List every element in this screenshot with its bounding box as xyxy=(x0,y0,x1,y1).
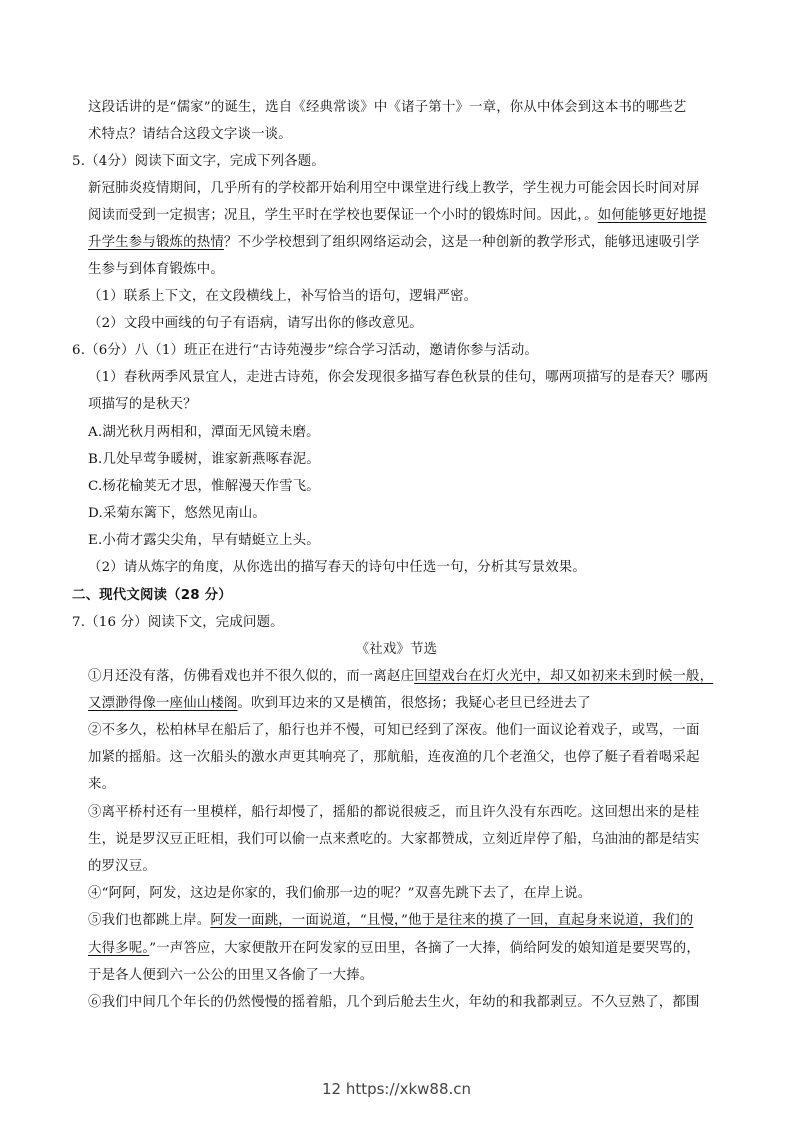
passage-paragraph-4: ④“阿阿，阿发，这边是你家的，我们偷那一边的呢？”双喜先跳下去了，在岸上说。 xyxy=(88,886,592,901)
text: ”一声答应，大家便散开在阿发家的豆田里，各摘了一大捧，倘给阿发的娘知道是要哭骂的， xyxy=(149,941,700,956)
option-b: B.几处早莺争暖树，谁家新燕啄春泥。 xyxy=(88,452,320,467)
passage-paragraph-3: 生，说是罗汉豆正旺相，我们可以偷一点来煮吃的。大家都赞成，立刻近岸停了船，乌油油的都是结实 xyxy=(88,832,700,847)
passage-paragraph-3: ③离平桥村还有一里模样，船行却慢了，摇船的都说很疲乏，而且许久没有东西吃。这回想出来的是桂 xyxy=(88,805,700,820)
q6-subquestion-1: 项描写的是秋天？ xyxy=(88,397,197,412)
q4-text-line: 术特点？请结合这段文字谈一谈。 xyxy=(88,127,292,142)
text: 。吹到耳边来的又是横笛，很悠扬；我疑心老旦已经进去了 xyxy=(237,696,591,711)
option-a: A.湖光秋月两相和，潭面无风镜未磨。 xyxy=(88,425,320,440)
page-footer: 12 https://xkw88.cn xyxy=(321,1080,472,1098)
passage-paragraph-1 xyxy=(88,695,591,713)
text: ⑤我们也都跳上岸。 xyxy=(88,913,211,928)
option-e: E.小荷才露尖尖角，早有蜻蜓立上头。 xyxy=(88,533,320,548)
underlined-sentence: 升学生参与锻炼的热情 xyxy=(88,235,224,250)
text: 阅读而受到一定损害；况且，学生平时在学校也要保证一个小时的锻炼时间。因此，。 xyxy=(88,208,598,223)
passage-paragraph-5 xyxy=(88,912,693,930)
q4-text-line: 这段话讲的是“儒家”的诞生，选自《经典常谈》中《诸子第十》一章，你从中体会到这本书的哪些艺 xyxy=(88,100,687,115)
underlined-sentence: 回望戏台在灯火光中，却又如初来未到时候一般， xyxy=(414,669,714,684)
question-6-header: 6.（6分）八（1）班正在进行“古诗苑漫步”综合学习活动，邀请你参与活动。 xyxy=(72,343,539,358)
option-c: C.杨花榆荚无才思，惟解漫天作雪飞。 xyxy=(88,479,320,494)
underlined-sentence: 大得多呢。 xyxy=(88,941,150,956)
underlined-sentence: 又漂渺得像一座仙山楼阁 xyxy=(88,696,238,711)
question-7-header: 7.（16 分）阅读下文，完成问题。 xyxy=(72,615,284,630)
q5-passage-line: 新冠肺炎疫情期间，几乎所有的学校都开始利用空中课堂进行线上教学，学生视力可能会因长时间对屏 xyxy=(88,181,700,196)
underlined-sentence: 如何能够更好地提 xyxy=(597,208,707,223)
q6-subquestion-1: （1）春秋两季风景宜人，走进古诗苑，你会发现很多描写春色秋景的佳句，哪两项描写的是春天？哪两 xyxy=(88,370,709,385)
text: ①月还没有落，仿佛看戏也并不很久似的，而一离赵庄 xyxy=(88,669,415,684)
passage-paragraph-2: ②不多久，松柏林早在船后了，船行也并不慢，可知已经到了深夜。他们一面议论着戏子，或骂，一面 xyxy=(88,723,700,738)
passage-paragraph-5 xyxy=(88,940,700,958)
q5-subquestion-1: （1）联系上下文，在文段横线上，补写恰当的语句，逻辑严密。 xyxy=(88,289,478,304)
q5-passage-line: 生参与到体育锻炼中。 xyxy=(88,262,224,277)
underlined-sentence: 阿发一面跳，一面说道，“且慢，”他于是往来的摸了一回，直起身来说道，我们的 xyxy=(210,913,694,928)
passage-paragraph-2: 来。 xyxy=(88,777,116,792)
passage-paragraph-6: ⑥我们中间几个年长的仍然慢慢的摇着船，几个到后舱去生火，年幼的和我都剥豆。不久豆熟了，都围 xyxy=(88,995,700,1010)
option-d: D.采菊东篱下，悠然见南山。 xyxy=(88,506,267,521)
q6-subquestion-2: （2）请从炼字的角度，从你选出的描写春天的诗句中任选一句，分析其写景效果。 xyxy=(88,560,586,575)
passage-paragraph-2: 加紧的摇船。这一次船头的激水声更其响亮了，那航船，连夜渔的几个老渔父，也停了艇子看着喝采起 xyxy=(88,750,700,765)
passage-title: 《社戏》节选 xyxy=(355,642,438,657)
passage-paragraph-5: 于是各人便到六一公公的田里又各偷了一大捧。 xyxy=(88,968,374,983)
passage-paragraph-3: 的罗汉豆。 xyxy=(88,859,156,874)
q5-subquestion-2: （2）文段中画线的句子有语病，请写出你的修改意见。 xyxy=(88,316,423,331)
q5-passage-line xyxy=(88,207,706,225)
passage-paragraph-1 xyxy=(88,668,713,686)
question-5-header: 5.（4分）阅读下面文字，完成下列各题。 xyxy=(72,154,325,169)
q5-passage-line xyxy=(88,234,700,252)
section-heading: 二、现代文阅读（28 分） xyxy=(72,588,232,603)
text: ？不少学校想到了组织网络运动会，这是一种创新的教学形式，能够迅速吸引学 xyxy=(223,235,700,250)
